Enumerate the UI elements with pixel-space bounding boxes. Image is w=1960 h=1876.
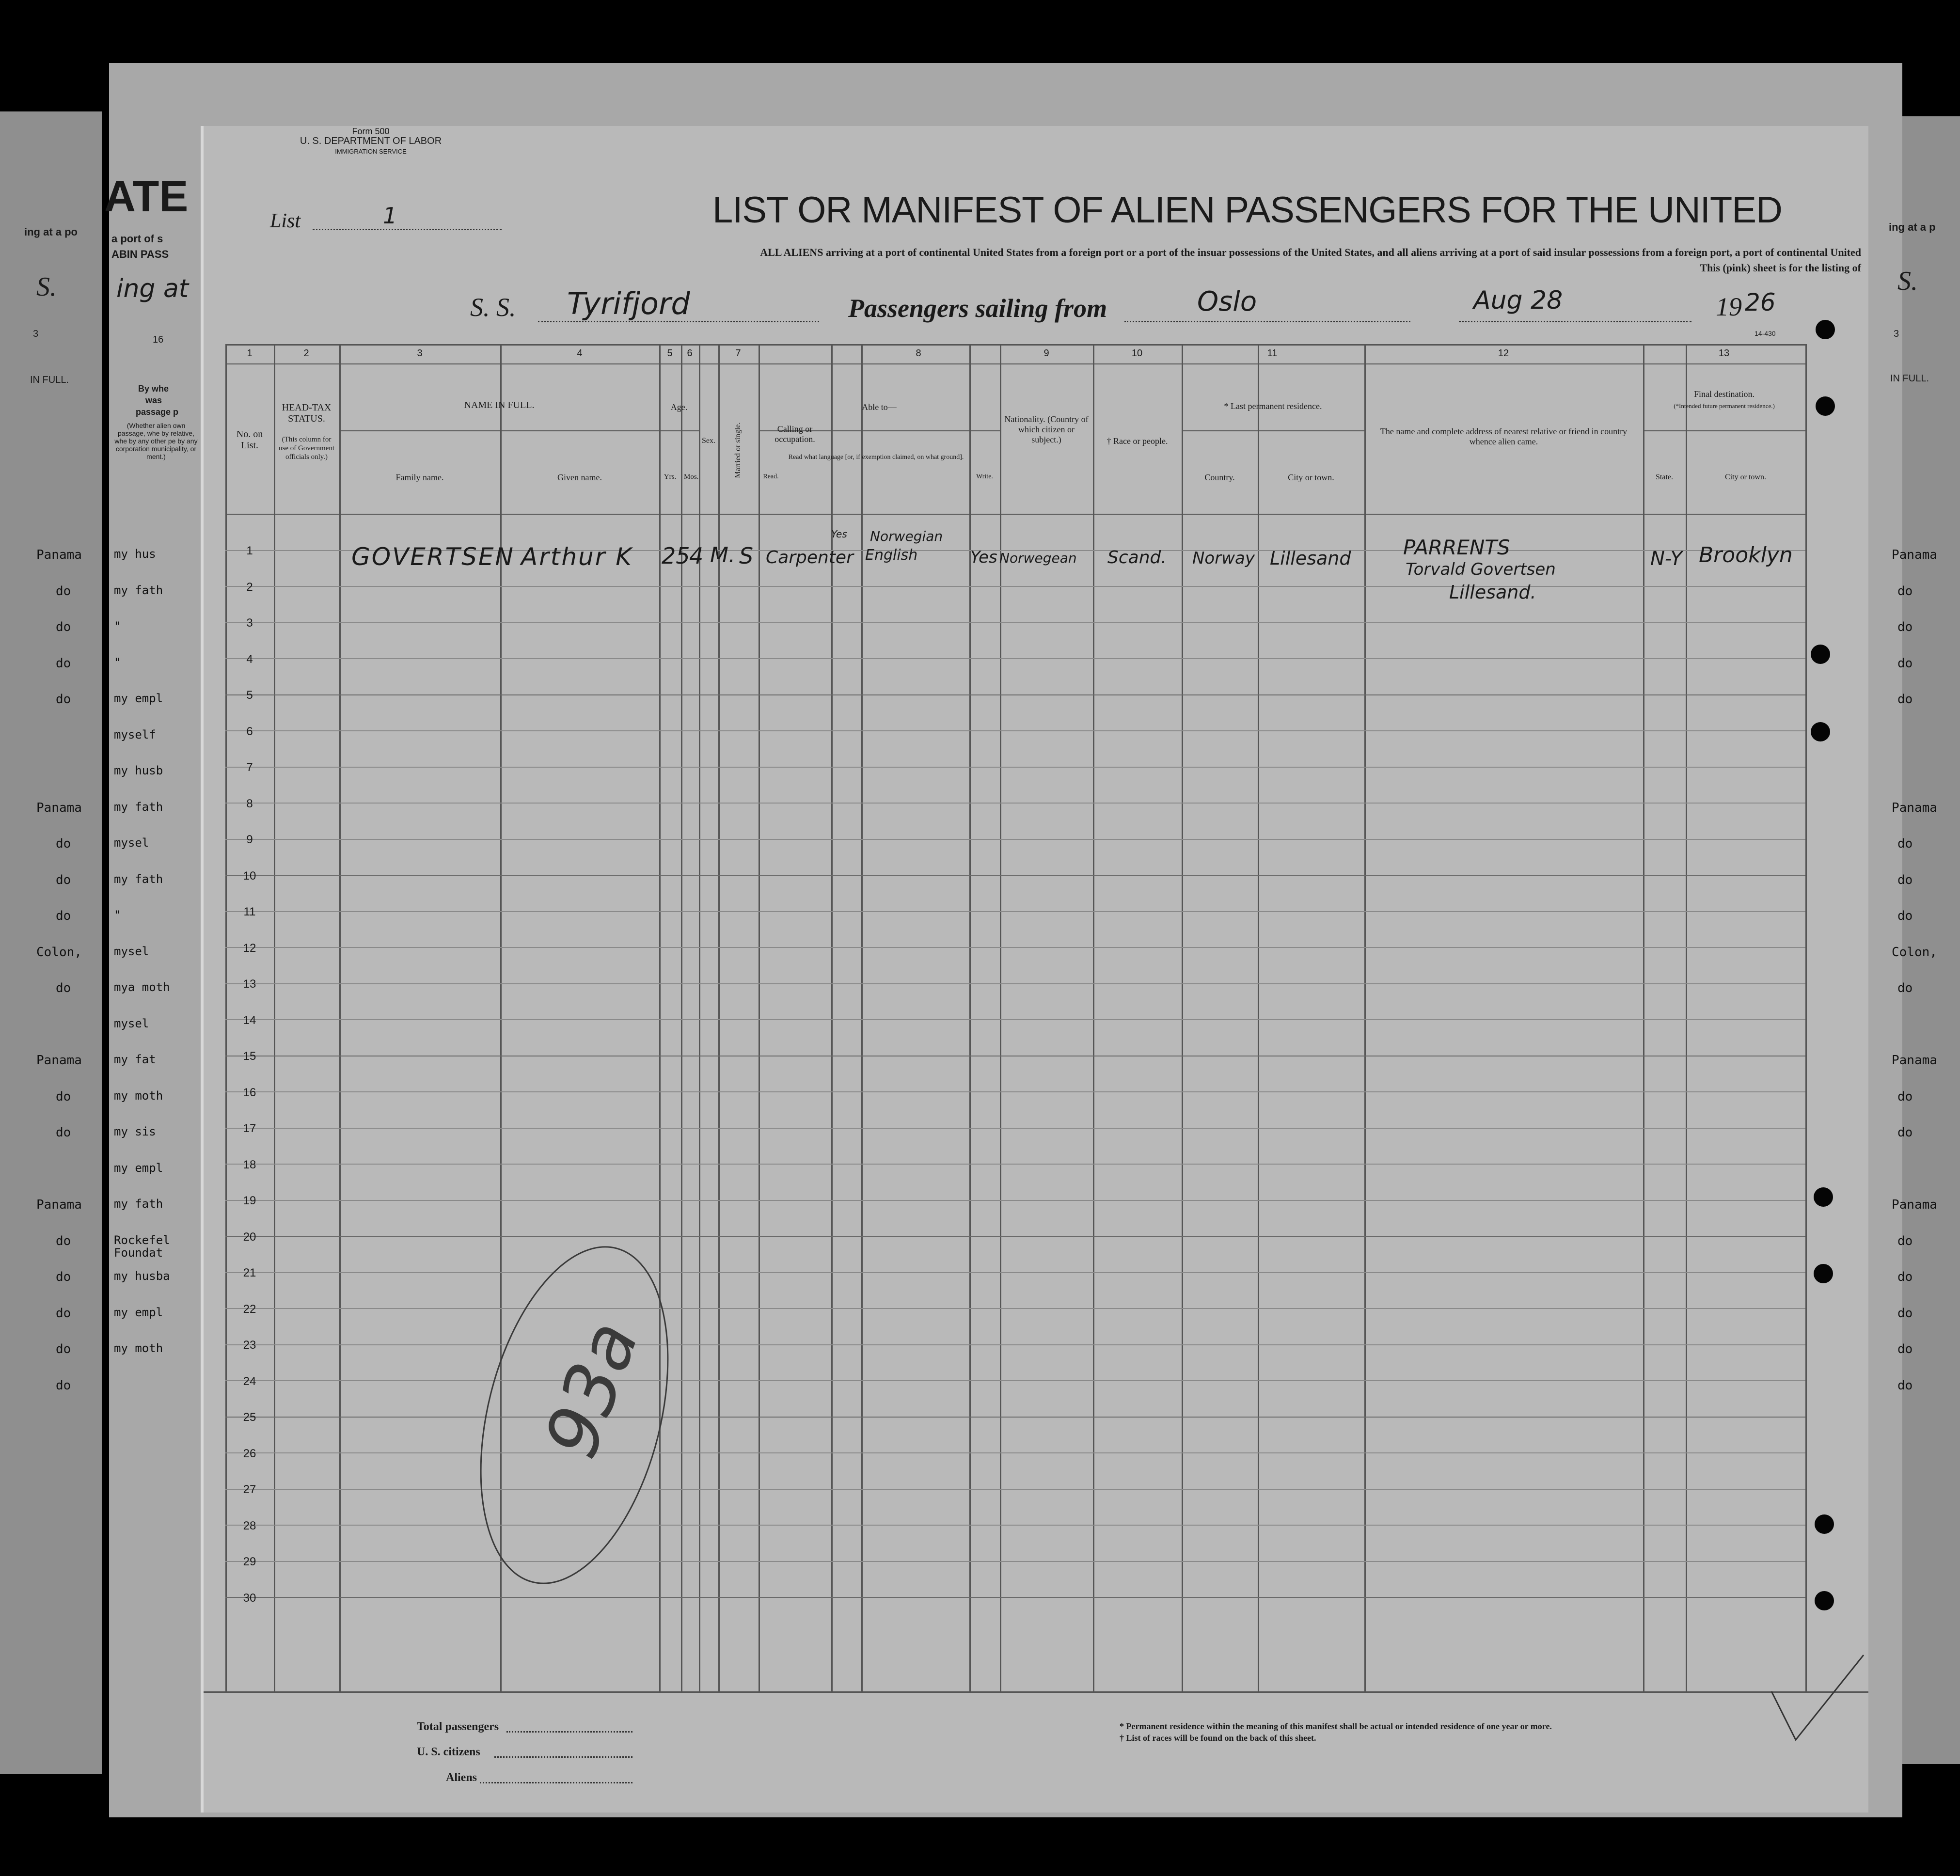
header-final-destination: Final destination. bbox=[1694, 389, 1755, 399]
left-scrap bbox=[0, 111, 204, 1774]
list-label: List bbox=[270, 210, 301, 232]
left-ss: S. bbox=[36, 272, 57, 302]
relative-line-1: PARRENTS bbox=[1403, 536, 1510, 559]
column-number: 3 bbox=[417, 348, 423, 359]
binder-hole bbox=[1815, 1514, 1834, 1534]
left-entry: do bbox=[56, 1233, 71, 1248]
header-no-on-list: No. on List. bbox=[236, 429, 263, 451]
total-passengers-label: Total passengers bbox=[417, 1720, 499, 1733]
left-paid-entry: mya moth bbox=[114, 980, 170, 994]
left-paid-entry: mysel bbox=[114, 944, 149, 958]
left-entry: do bbox=[56, 1270, 71, 1284]
check-mark-icon bbox=[1769, 1653, 1866, 1745]
right-entry: do bbox=[1897, 1342, 1913, 1356]
left-entry: do bbox=[56, 836, 71, 851]
row-number: 13 bbox=[243, 977, 256, 991]
table-row bbox=[225, 875, 1805, 876]
left-paid-entry: my fath bbox=[114, 800, 163, 814]
left-passage: passage p bbox=[136, 407, 179, 417]
grid-subheader-line bbox=[1182, 430, 1364, 431]
occupation: Carpenter bbox=[766, 548, 854, 568]
can-read: Yes bbox=[831, 528, 847, 540]
left-paid-entry: " bbox=[114, 619, 121, 633]
right-entry: do bbox=[1897, 620, 1913, 634]
table-row bbox=[225, 1561, 1805, 1562]
table-row bbox=[225, 730, 1805, 731]
table-row bbox=[225, 694, 1805, 695]
left-entry: do bbox=[56, 583, 71, 599]
grid-column-line bbox=[1805, 344, 1807, 1691]
header-write: Write. bbox=[976, 473, 993, 480]
right-entry: do bbox=[1897, 836, 1913, 851]
row-number: 18 bbox=[243, 1158, 256, 1171]
header-married: Married or single. bbox=[734, 422, 742, 478]
grid-header-line bbox=[225, 363, 1805, 364]
left-col16: 16 bbox=[153, 334, 164, 345]
row-number: 27 bbox=[243, 1483, 256, 1497]
aliens-label: Aliens bbox=[446, 1771, 477, 1784]
right-in-full: IN FULL. bbox=[1890, 373, 1929, 384]
row-number: 12 bbox=[243, 941, 256, 955]
table-row bbox=[225, 1308, 1805, 1309]
grid-subheader-line bbox=[339, 430, 659, 431]
ss-label: S. S. bbox=[470, 293, 516, 322]
binder-hole bbox=[1811, 645, 1830, 664]
right-entry: Panama bbox=[1892, 1198, 1937, 1212]
form-number: Form 500 bbox=[352, 126, 390, 136]
right-entry: do bbox=[1897, 583, 1913, 599]
row-number: 20 bbox=[243, 1230, 256, 1244]
left-entry: do bbox=[56, 1342, 71, 1356]
left-entry: do bbox=[56, 1089, 71, 1104]
column-number: 6 bbox=[687, 348, 693, 359]
table-row bbox=[225, 1236, 1805, 1237]
marital-status: S bbox=[739, 543, 754, 569]
row-number: 7 bbox=[246, 761, 253, 774]
left-paid-entry: my fath bbox=[114, 872, 163, 886]
right-col3: 3 bbox=[1894, 329, 1899, 339]
left-entry: Colon, bbox=[36, 945, 82, 960]
language-1: Norwegian bbox=[870, 528, 943, 544]
country: Norway bbox=[1192, 549, 1255, 568]
sailing-date: Aug 28 bbox=[1473, 286, 1563, 315]
binder-hole bbox=[1814, 1264, 1833, 1283]
table-row bbox=[225, 622, 1805, 623]
row-number: 3 bbox=[246, 616, 253, 630]
header-nationality: Nationality. (Country of which citizen or subject.) bbox=[1004, 414, 1089, 444]
left-paid-entry: my empl bbox=[114, 692, 163, 705]
header-head-tax-note: (This column for use of Government officials only.) bbox=[279, 436, 334, 461]
grid-subheader-line bbox=[1643, 430, 1805, 431]
header-calling: Calling or occupation. bbox=[775, 424, 815, 444]
table-row bbox=[225, 767, 1805, 768]
right-entry: do bbox=[1897, 1306, 1913, 1321]
left-paid-entry: my fat bbox=[114, 1053, 156, 1066]
year-hand: 26 bbox=[1745, 288, 1776, 316]
left-paid-entry: my moth bbox=[114, 1088, 163, 1103]
row-number: 29 bbox=[243, 1555, 256, 1569]
left-entry: Panama bbox=[36, 1053, 82, 1068]
row-number: 4 bbox=[246, 652, 253, 666]
language-2: English bbox=[865, 547, 918, 564]
left-paid-entry: my fath bbox=[114, 583, 163, 597]
right-entry: Colon, bbox=[1892, 945, 1937, 960]
given-name: Arthur K bbox=[521, 543, 633, 571]
footnote-residence: * Permanent residence within the meaning of this manifest shall be actual or intended residence of one year or more. bbox=[1120, 1721, 1552, 1731]
row-number: 30 bbox=[243, 1591, 256, 1605]
row-number: 5 bbox=[246, 689, 253, 702]
left-paid-entry: my empl bbox=[114, 1161, 163, 1175]
table-row bbox=[225, 947, 1805, 948]
column-number: 4 bbox=[577, 348, 583, 359]
left-by-whom: By whe bbox=[138, 384, 169, 394]
manifest-title: LIST OR MANIFEST OF ALIEN PASSENGERS FOR THE UNITED bbox=[712, 189, 1782, 231]
right-entry: do bbox=[1897, 909, 1913, 923]
header-family-name: Family name. bbox=[395, 473, 444, 482]
binder-hole bbox=[1815, 1591, 1834, 1610]
row-number: 21 bbox=[243, 1266, 256, 1280]
right-entry: do bbox=[1897, 981, 1913, 995]
table-row bbox=[225, 1489, 1805, 1490]
row-number: 9 bbox=[246, 833, 253, 847]
left-paid-entry: my hus bbox=[114, 547, 156, 561]
dest-state: N-Y bbox=[1650, 548, 1682, 570]
left-paid-entry: " bbox=[114, 655, 121, 669]
table-row bbox=[225, 839, 1805, 840]
sex: M. bbox=[710, 543, 735, 568]
column-number: 2 bbox=[303, 348, 309, 359]
table-row bbox=[225, 1417, 1805, 1418]
binder-hole bbox=[1814, 1187, 1833, 1207]
service: IMMIGRATION SERVICE bbox=[335, 148, 407, 155]
form-code: 14-430 bbox=[1755, 330, 1776, 337]
left-paid-entry: my fath bbox=[114, 1197, 163, 1211]
table-row bbox=[225, 1164, 1805, 1165]
row-number: 22 bbox=[243, 1302, 256, 1316]
pencil-annotation: 93a bbox=[529, 1310, 655, 1468]
right-entry: do bbox=[1897, 656, 1913, 671]
header-country: Country. bbox=[1204, 473, 1235, 482]
column-number: 10 bbox=[1131, 348, 1143, 359]
right-entry: do bbox=[1897, 1378, 1913, 1393]
left-line1: ing at a po bbox=[24, 226, 78, 238]
table-row bbox=[225, 1272, 1805, 1273]
row-number: 1 bbox=[246, 544, 253, 558]
family-name: GOVERTSEN bbox=[351, 543, 515, 571]
header-city: City or town. bbox=[1288, 473, 1334, 482]
age-years: 25 bbox=[662, 543, 690, 569]
left-paid-entry: my empl bbox=[114, 1305, 163, 1319]
row-number: 15 bbox=[243, 1050, 256, 1063]
table-row bbox=[225, 1200, 1805, 1201]
right-entry: do bbox=[1897, 1089, 1913, 1104]
right-line1: ing at a p bbox=[1889, 221, 1936, 233]
relative-line-2: Torvald Govertsen bbox=[1406, 560, 1556, 579]
table-row bbox=[225, 803, 1805, 804]
left-paid-entry: mysel bbox=[114, 1016, 149, 1030]
right-entry: do bbox=[1897, 1125, 1913, 1140]
right-ss: S. bbox=[1897, 266, 1918, 296]
table-row bbox=[225, 911, 1805, 912]
left-entry: do bbox=[56, 909, 71, 923]
year-prefix: 19 bbox=[1716, 292, 1742, 321]
header-yrs: Yrs. bbox=[664, 473, 677, 481]
header-read: Read. bbox=[763, 473, 779, 480]
row-number: 8 bbox=[246, 797, 253, 810]
column-number: 8 bbox=[916, 348, 921, 359]
sailing-label: Passengers sailing from bbox=[848, 294, 1107, 323]
left-paid-entry: myself bbox=[114, 727, 156, 741]
list-line bbox=[313, 229, 502, 230]
left-was: was bbox=[145, 395, 162, 405]
table-row bbox=[225, 1091, 1805, 1092]
column-number: 12 bbox=[1498, 348, 1509, 359]
header-given-name: Given name. bbox=[557, 473, 602, 482]
left-entry: Panama bbox=[36, 548, 82, 562]
header-sex: Sex. bbox=[702, 437, 715, 445]
left-entry: do bbox=[56, 872, 71, 887]
intro-line-1: ALL ALIENS arriving at a port of continental United States from a foreign port or a port of the insuar possessions of the United States, and all aliens arriving at a port of said insular possessions from a foreign port, a port of continental United bbox=[760, 246, 1861, 258]
left-entry: do bbox=[56, 692, 71, 707]
table-row bbox=[225, 658, 1805, 659]
row-number: 2 bbox=[246, 580, 253, 594]
table-row bbox=[225, 1597, 1805, 1598]
footnote-races: † List of races will be found on the back of this sheet. bbox=[1120, 1733, 1316, 1743]
binder-hole bbox=[1816, 396, 1835, 416]
table-row bbox=[225, 983, 1805, 984]
us-citizens-line bbox=[494, 1756, 632, 1758]
header-dest-city: City or town. bbox=[1725, 473, 1766, 481]
grid-header-line bbox=[225, 514, 1805, 515]
binder-hole bbox=[1816, 320, 1835, 339]
row-number: 25 bbox=[243, 1411, 256, 1424]
row-number: 11 bbox=[243, 905, 256, 919]
right-entry: do bbox=[1897, 1270, 1913, 1284]
total-passengers-line bbox=[506, 1731, 632, 1733]
age-months: 4 bbox=[689, 543, 704, 569]
right-entry: Panama bbox=[1892, 1053, 1937, 1068]
table-row bbox=[225, 1452, 1805, 1453]
row-number: 6 bbox=[246, 725, 253, 738]
row-number: 26 bbox=[243, 1447, 256, 1460]
header-state: State. bbox=[1656, 473, 1673, 481]
relative-line-3: Lillesand. bbox=[1449, 582, 1536, 603]
header-final-note: (*Intended future permanent residence.) bbox=[1674, 402, 1775, 410]
aliens-line bbox=[480, 1782, 632, 1783]
row-number: 17 bbox=[243, 1122, 256, 1135]
left-paid-entry: my sis bbox=[114, 1125, 156, 1138]
column-number: 7 bbox=[735, 348, 741, 359]
right-entry: do bbox=[1897, 1233, 1913, 1248]
grid-header-line bbox=[225, 344, 1805, 346]
right-entry: Panama bbox=[1892, 548, 1937, 562]
manifest-page bbox=[204, 126, 1868, 1813]
table-row bbox=[225, 1128, 1805, 1129]
left-paid-entry: mysel bbox=[114, 836, 149, 850]
left-paid-entry: " bbox=[114, 908, 121, 922]
row-number: 16 bbox=[243, 1086, 256, 1099]
left-entry: do bbox=[56, 1306, 71, 1321]
left-entry: do bbox=[56, 1125, 71, 1140]
row-number: 28 bbox=[243, 1519, 256, 1532]
left-line2: a port of s bbox=[111, 233, 163, 245]
row-number: 23 bbox=[243, 1339, 256, 1352]
row-number: 24 bbox=[243, 1374, 256, 1388]
column-number: 5 bbox=[667, 348, 673, 359]
city: Lillesand bbox=[1270, 548, 1351, 569]
table-row bbox=[225, 1380, 1805, 1381]
column-number: 9 bbox=[1043, 348, 1049, 359]
left-line3: ABIN PASS bbox=[111, 248, 169, 260]
left-note: (Whether alien own passage, whe by relative, whe by any other pe by any corporation municipality, or ment.) bbox=[114, 422, 198, 460]
left-paid-entry: my husba bbox=[114, 1269, 170, 1283]
table-row bbox=[225, 586, 1805, 587]
can-write: Yes bbox=[970, 548, 997, 567]
table-row bbox=[225, 1019, 1805, 1020]
right-entry: do bbox=[1897, 872, 1913, 887]
left-entry: do bbox=[56, 981, 71, 995]
header-read-what: Read what language [or, if exemption claimed, on what ground]. bbox=[788, 454, 964, 461]
header-able-to: Able to— bbox=[862, 402, 897, 412]
table-row bbox=[225, 1525, 1805, 1526]
header-last-residence: * Last permanent residence. bbox=[1224, 401, 1322, 411]
header-head-tax: HEAD-TAX STATUS. bbox=[282, 402, 332, 424]
right-entry: Panama bbox=[1892, 800, 1937, 815]
row-number: 14 bbox=[243, 1013, 256, 1027]
left-paid-entry: my moth bbox=[114, 1341, 163, 1355]
left-entry: Panama bbox=[36, 1198, 82, 1212]
left-in-full: IN FULL. bbox=[30, 375, 69, 385]
column-number: 13 bbox=[1718, 348, 1730, 359]
ship-name: Tyrifjord bbox=[567, 286, 690, 321]
header-relative: The name and complete address of nearest relative or friend in country whence alien came. bbox=[1380, 426, 1628, 446]
column-number: 11 bbox=[1267, 348, 1278, 359]
date-line bbox=[1459, 321, 1691, 322]
table-row bbox=[225, 1344, 1805, 1345]
dest-city: Brooklyn bbox=[1699, 543, 1793, 568]
header-age: Age. bbox=[670, 402, 688, 412]
grid-bottom-line bbox=[204, 1691, 1868, 1693]
left-entry: do bbox=[56, 620, 71, 634]
race: Scand. bbox=[1107, 548, 1167, 568]
left-heading: ATE bbox=[104, 173, 189, 221]
port-line bbox=[1124, 321, 1410, 322]
intro-line-2: This (pink) sheet is for the listing of bbox=[1700, 262, 1861, 274]
grid-subheader-line bbox=[659, 430, 699, 431]
right-scrap bbox=[1868, 111, 1960, 1774]
left-entry: Panama bbox=[36, 800, 82, 815]
us-citizens-label: U. S. citizens bbox=[417, 1746, 480, 1758]
header-race: † Race or people. bbox=[1106, 436, 1168, 446]
left-paid-entry: Rockefel Foundat bbox=[114, 1233, 170, 1260]
left-ss-hand: ing at bbox=[116, 274, 189, 303]
header-mos: Mos. bbox=[684, 473, 699, 481]
header-name-in-full: NAME IN FULL. bbox=[464, 400, 535, 410]
column-number: 1 bbox=[247, 348, 253, 359]
row-number: 10 bbox=[243, 869, 256, 883]
left-paid-entry: my husb bbox=[114, 764, 163, 777]
port-name: Oslo bbox=[1197, 286, 1257, 317]
department: U. S. DEPARTMENT OF LABOR bbox=[300, 136, 442, 146]
list-number: 1 bbox=[383, 203, 397, 229]
binder-hole bbox=[1811, 722, 1830, 741]
row-number: 19 bbox=[243, 1194, 256, 1208]
nationality: Norwegean bbox=[999, 550, 1077, 566]
left-entry: do bbox=[56, 1378, 71, 1393]
left-col3: 3 bbox=[33, 329, 39, 339]
right-entry: do bbox=[1897, 692, 1913, 707]
left-entry: do bbox=[56, 656, 71, 671]
